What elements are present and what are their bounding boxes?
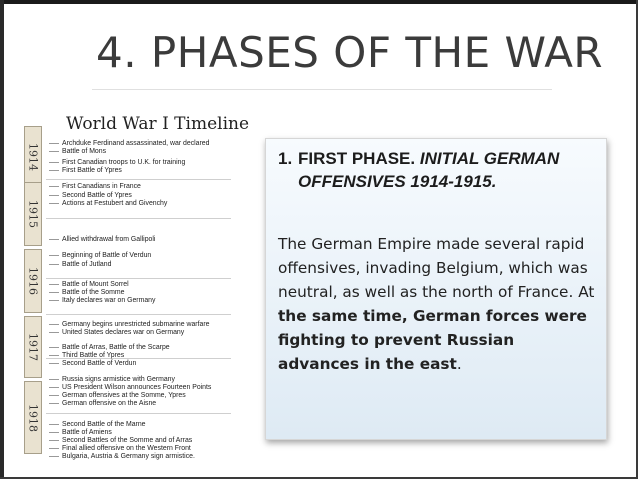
timeline-event: Germany begins unrestricted submarine warfare bbox=[62, 321, 210, 328]
year-label: 1917 bbox=[26, 333, 40, 361]
timeline-event: Battle of the Somme bbox=[62, 289, 125, 296]
timeline-event: United States declares war on Germany bbox=[62, 329, 185, 336]
timeline-event: Battle of Amiens bbox=[62, 429, 112, 436]
timeline-event: Archduke Ferdinand assassinated, war declared bbox=[62, 140, 210, 147]
timeline-divider bbox=[46, 218, 231, 219]
timeline-divider bbox=[46, 314, 231, 315]
timeline-event: First Battle of Ypres bbox=[62, 167, 122, 174]
timeline-image bbox=[18, 110, 250, 460]
timeline-event: Italy declares war on Germany bbox=[62, 297, 156, 304]
timeline-event: Russia signs armistice with Germany bbox=[62, 376, 175, 383]
timeline-event: Third Battle of Ypres bbox=[62, 352, 125, 359]
timeline-event: Actions at Festubert and Givenchy bbox=[62, 200, 168, 207]
year-label: 1918 bbox=[26, 403, 40, 432]
phase-number: 1. bbox=[278, 149, 293, 168]
year-bar-1918 bbox=[24, 381, 42, 454]
slide-border-left bbox=[0, 0, 4, 479]
timeline-event: US President Wilson announces Fourteen Points bbox=[62, 384, 212, 391]
timeline-event: Battle of Jutland bbox=[62, 261, 112, 268]
timeline-event: Battle of Mount Sorrel bbox=[62, 281, 129, 288]
timeline-divider bbox=[46, 278, 231, 279]
timeline-event: Bulgaria, Austria & Germany sign armistice. bbox=[62, 453, 195, 460]
year-bar-1914 bbox=[24, 126, 42, 188]
timeline-event: Final allied offensive on the Western Front bbox=[62, 445, 191, 452]
year-bar-1917 bbox=[24, 316, 42, 378]
timeline-event: First Canadians in France bbox=[62, 183, 141, 190]
phase-subtitle: INITIAL GERMAN OFFENSIVES 1914-1915. bbox=[298, 149, 560, 191]
timeline-event: German offensives at the Somme, Ypres bbox=[62, 392, 186, 399]
phase-body-text: The German Empire made several rapid offensives, invading Belgium, which was neutral, as well as the north of France. At bbox=[278, 235, 595, 301]
phase-text-box bbox=[265, 138, 607, 440]
timeline-divider bbox=[46, 179, 231, 180]
phase-heading bbox=[278, 147, 598, 193]
phase-body-bold: the same time, German forces were fighting to prevent Russian advances in the east bbox=[278, 307, 587, 373]
title-divider bbox=[92, 89, 552, 90]
timeline-event: Second Battles of the Somme and of Arras bbox=[62, 437, 193, 444]
phase-body-end: . bbox=[456, 355, 462, 373]
timeline-event: Second Battle of Ypres bbox=[62, 192, 132, 199]
year-bar-1916 bbox=[24, 249, 42, 313]
timeline-event: German offensive on the Aisne bbox=[62, 400, 157, 407]
timeline-event: Beginning of Battle of Verdun bbox=[62, 252, 152, 259]
timeline-event: First Canadian troops to U.K. for training bbox=[62, 159, 186, 166]
timeline-event: Battle of Mons bbox=[62, 148, 107, 155]
year-bar-1915 bbox=[24, 182, 42, 246]
phase-label: FIRST PHASE. bbox=[298, 149, 416, 168]
year-label: 1914 bbox=[26, 143, 40, 171]
phase-body bbox=[278, 232, 600, 376]
slide-title: 4. PHASES OF THE WAR bbox=[96, 28, 604, 77]
timeline-event: Allied withdrawal from Gallipoli bbox=[62, 236, 156, 243]
timeline-event: Second Battle of Verdun bbox=[62, 360, 137, 367]
slide-border-top bbox=[0, 0, 638, 4]
timeline-event: Second Battle of the Marne bbox=[62, 421, 146, 428]
timeline-heading: World War I Timeline bbox=[66, 114, 250, 134]
timeline-divider bbox=[46, 413, 231, 414]
timeline-event: Battle of Arras, Battle of the Scarpe bbox=[62, 344, 170, 351]
year-label: 1916 bbox=[26, 267, 40, 295]
year-label: 1915 bbox=[26, 200, 40, 228]
